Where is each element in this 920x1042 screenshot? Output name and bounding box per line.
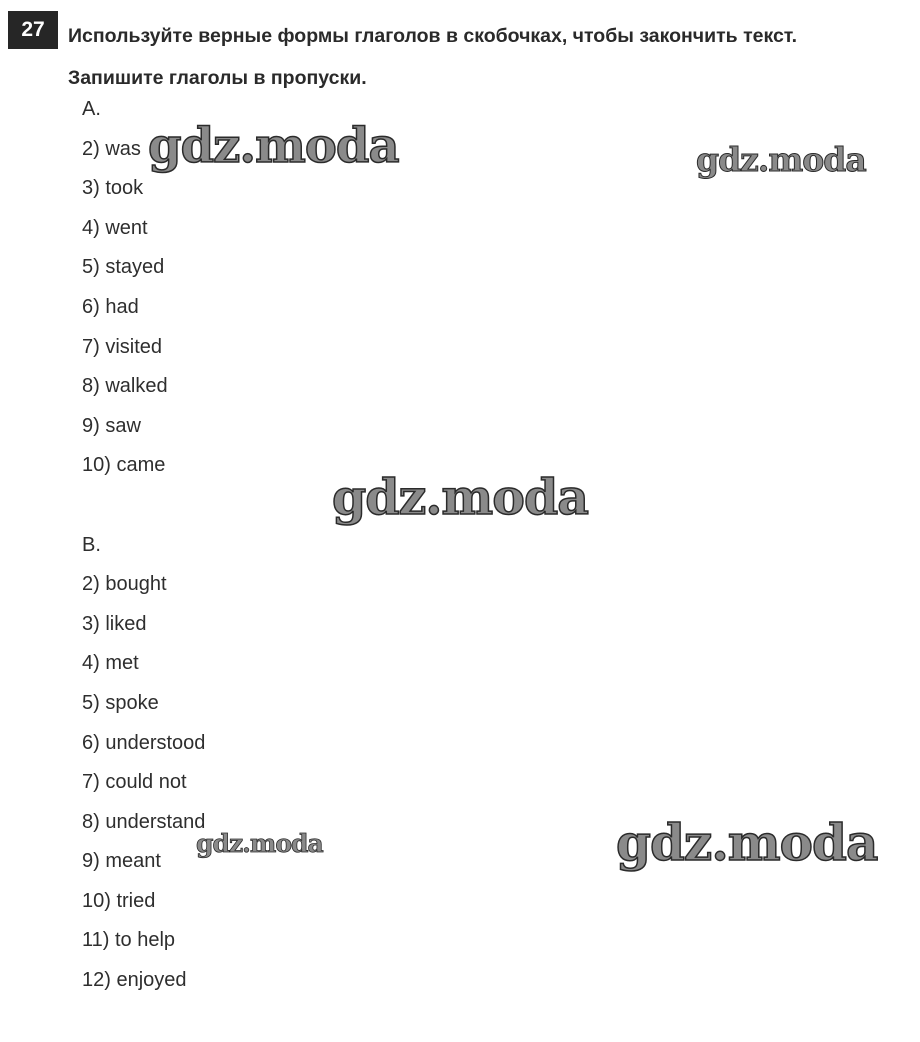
watermark: gdz.moda (616, 813, 878, 872)
answer-item: 10) tried (82, 889, 156, 912)
watermark: gdz.moda (332, 468, 588, 526)
instruction-line-2: Запишите глаголы в пропуски. (68, 67, 367, 89)
answer-item: 6) had (82, 295, 139, 318)
answer-list (82, 90, 205, 1001)
watermark: gdz.moda (148, 118, 399, 174)
watermark: gdz.moda (696, 140, 866, 179)
answer-item: 10) came (82, 454, 166, 477)
answer-item: 7) visited (82, 335, 163, 358)
answer-item: 2) was (82, 137, 141, 160)
section-label-b: B. (82, 533, 101, 556)
answer-item: 5) spoke (82, 691, 159, 714)
answer-item: 4) went (82, 216, 148, 239)
answer-item: 4) met (82, 652, 139, 675)
section-label-a: A. (82, 98, 101, 120)
instruction-line-1: Используйте верные формы глаголов в скобочках, чтобы закончить текст. (68, 25, 798, 47)
watermark: gdz.moda (196, 829, 323, 858)
answer-item: 3) took (82, 177, 144, 200)
answer-item: 5) stayed (82, 256, 165, 279)
answer-item: 12) enjoyed (82, 969, 187, 992)
answer-item: 8) walked (82, 375, 168, 398)
answer-item: 11) to help (82, 929, 176, 952)
task-instruction (68, 15, 918, 99)
task-number: 27 (21, 18, 45, 41)
answer-item: 6) understood (82, 731, 206, 754)
answer-item: 2) bought (82, 573, 167, 596)
answer-item: 7) could not (82, 771, 187, 794)
answer-item: 3) liked (82, 612, 147, 635)
section-spacer (82, 486, 205, 526)
answer-item: 8) understand (82, 810, 206, 833)
task-number-badge (8, 11, 58, 49)
answer-item: 9) saw (82, 414, 141, 437)
answer-item: 9) meant (82, 850, 161, 873)
